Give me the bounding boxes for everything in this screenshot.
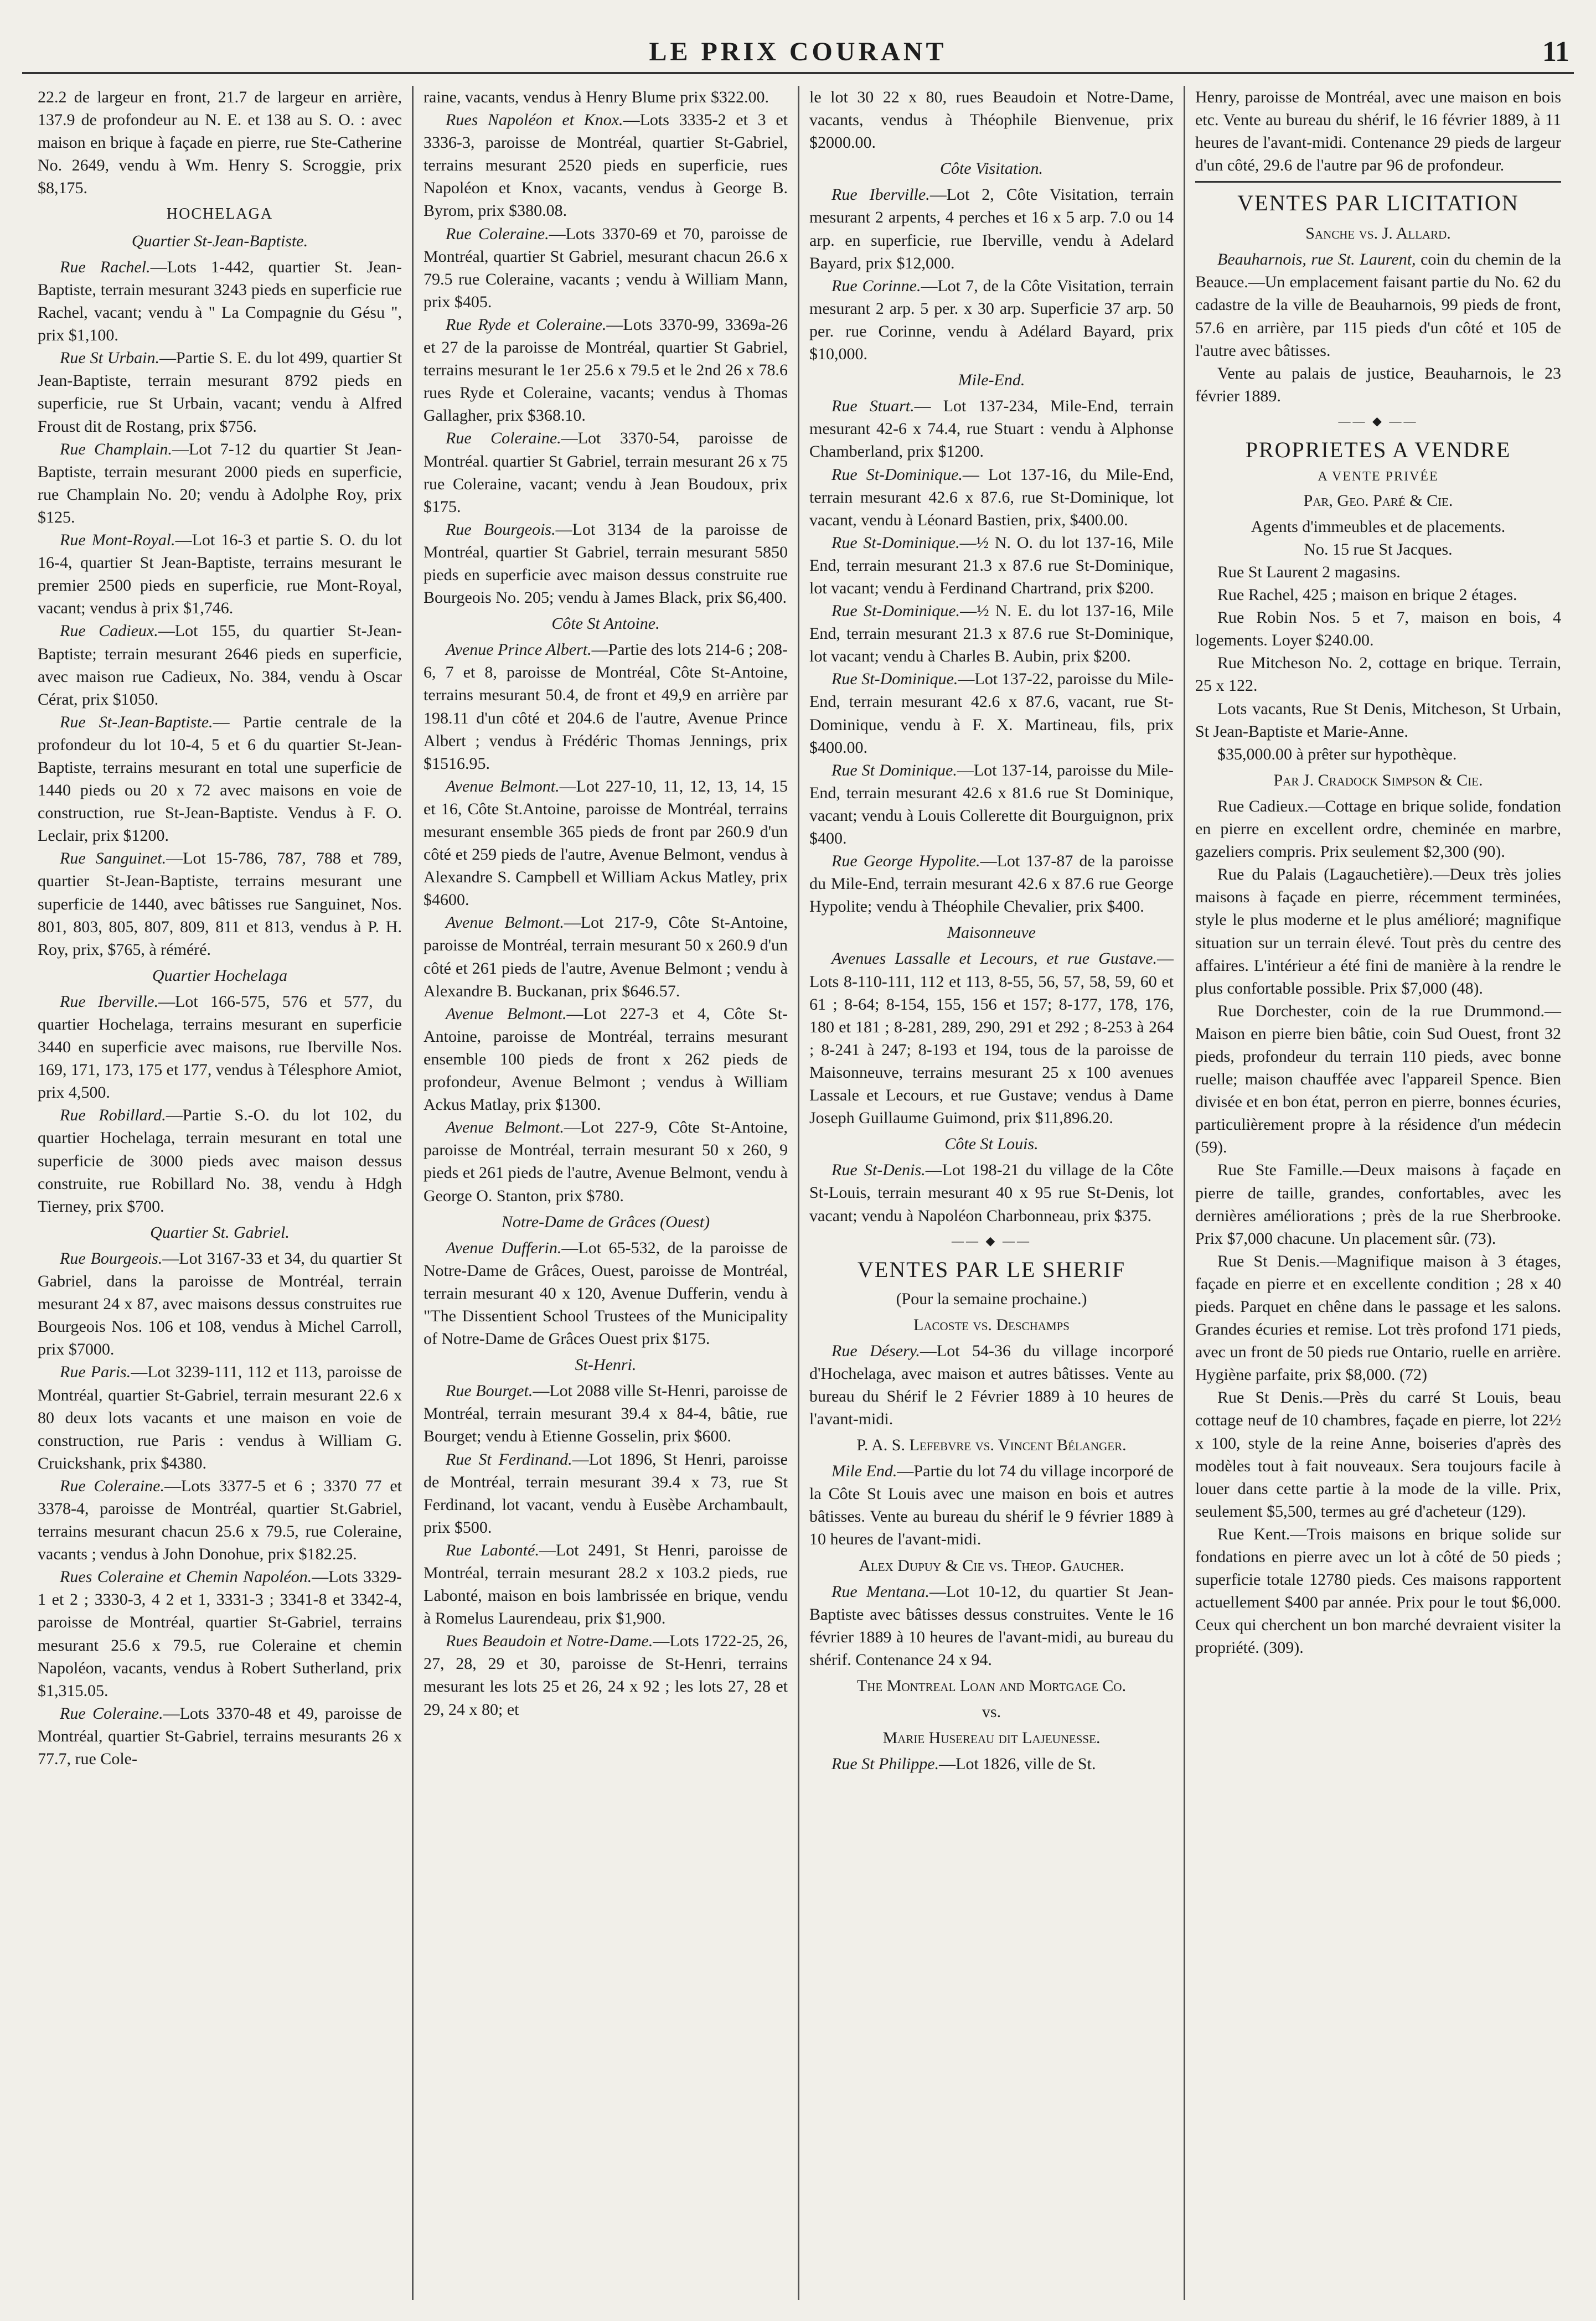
listing bbox=[38, 847, 402, 960]
listing: $35,000.00 à prêter sur hypothèque. bbox=[1217, 745, 1457, 763]
listing bbox=[38, 1565, 402, 1702]
listing-text: —½ N. E. du lot 137-16, Mile End, terrain mesurant 21.3 x 87.6 rue St-Dominique, lot vacant; vendu à Charles B. Aubin, prix $200. bbox=[809, 602, 1174, 666]
listing bbox=[38, 529, 402, 619]
listing bbox=[38, 711, 402, 847]
case-title: Lacoste vs. Deschamps bbox=[913, 1315, 1070, 1334]
street-name: Avenue Belmont. bbox=[446, 777, 560, 795]
listing-text: —Lot 10-12, du quartier St Jean-Baptiste avec bâtisses dessus construites. Vente le 16 février 1889 à 10 heures de l'avant-midi, au bureau du shérif. Contenance 24 x 94. bbox=[809, 1582, 1174, 1669]
subsection-heading: Côte Visitation. bbox=[939, 159, 1044, 178]
agent-name: Par J. Cradock Simpson & Cie. bbox=[1273, 771, 1483, 789]
listing bbox=[38, 438, 402, 529]
subsection-heading: Quartier Hochelaga bbox=[152, 966, 288, 985]
listing bbox=[38, 990, 402, 1104]
listing-text: —Lot 1826, ville de St. bbox=[939, 1755, 1096, 1774]
street-name: Rues Beaudoin et Notre-Dame. bbox=[446, 1632, 653, 1651]
case-vs: vs. bbox=[982, 1703, 1001, 1722]
listing-text: coin du chemin de la Beauce.—Un emplacement faisant partie du No. 62 du cadastre de la ville de Beauharnois, 99 pieds de front, 57.6 en arrière, par 115 pieds d'un côté et 105 de l'autre avec bâtisses. bbox=[1195, 250, 1561, 360]
listing bbox=[423, 1448, 788, 1539]
listing-text: —Lots 3329-1 et 2 ; 3330-3, 4 2 et 1, 3331-3 ; 3341-8 et 3342-4, paroisse de Montréal, quartier St-Gabriel, terrains mesurant 25.6 x 79.5, rue Coleraine et chemin Napoléon, vacants, vendus à Robert Sutherland, prix $1,315.05. bbox=[38, 1568, 402, 1700]
listing: Vente au palais de justice, Beauharnois, le 23 février 1889. bbox=[1195, 364, 1561, 405]
listing-text: —Lots 1-442, quartier St. Jean-Baptiste, terrain mesurant 3243 pieds en superficie rue Rachel, vacant; vendu à " La Compagnie du Gésu ", prix $1,100. bbox=[38, 257, 402, 345]
listing bbox=[423, 638, 788, 775]
street-name: Rue Bourget. bbox=[446, 1382, 533, 1400]
listing-text: —Lot 16-3 et partie S. O. du lot 16-4, quartier St Jean-Baptiste, terrains mesurant le premier 2500 pieds en superficie, rue Mont-Royal, vacant; vendus à prix $1,746. bbox=[38, 531, 402, 618]
listing bbox=[423, 108, 788, 222]
ornament-divider: —— ◆ —— bbox=[1338, 413, 1418, 428]
listing bbox=[38, 256, 402, 347]
listing-text: —Lot 217-9, Côte St-Antoine, paroisse de Montréal, terrain mesurant 50 x 260.9 d'un côté et 261 pieds de l'autre, Avenue Belmont ; vendu à Alexandre B. Buckanan, prix $646.57. bbox=[423, 913, 788, 1000]
listing bbox=[38, 1475, 402, 1565]
street-name: Beauharnois, rue St. Laurent, bbox=[1217, 250, 1416, 269]
street-name: Rue Cadieux. bbox=[60, 622, 158, 640]
listing: Rue Dorchester, coin de la rue Drummond.—Maison en pierre bien bâtie, coin Sud Ouest, front 32 pieds, profondeur du terrain 110 pieds, avec bonne ruelle; maison chauffée avec l'appareil Spence. Bien divisée et en bon état, perron en pierre, bonnes écuries, particulièrement propre à la résidence d'un médecin (59). bbox=[1195, 1001, 1561, 1157]
street-name: Rue Désery. bbox=[831, 1341, 920, 1360]
street-name: Rue Coleraine. bbox=[60, 1704, 163, 1723]
listing-text: —Lot 2088 ville St-Henri, paroisse de Montréal, terrain mesurant 39.4 x 84-4, bâtie, rue Bourget; vendu à Etienne Gosselin, prix $600. bbox=[423, 1382, 788, 1446]
case-title: The Montreal Loan and Mortgage Co. bbox=[856, 1677, 1127, 1695]
listing-text: —Lot 3370-54, paroisse de Montréal. quartier St Gabriel, terrain mesurant 26 x 75 rue Coleraine, vacant; vendu à Jean Boudoux, prix $175. bbox=[423, 429, 788, 516]
column-1 bbox=[28, 86, 414, 2300]
listing-text: —Lot 137-22, paroisse du Mile-End, terrain mesurant 42.6 x 87.6, vacant, rue St-Dominique, vendu à F. X. Martineau, fils, prix $400.00. bbox=[809, 670, 1174, 757]
listing bbox=[1195, 248, 1561, 361]
listing-text: —Lot 227-3 et 4, Côte St-Antoine, paroisse de Montréal, terrains mesurant ensemble 100 pieds de front x 262 pieds de profondeur, Avenue Belmont ; vendus à William Ackus Matlay, prix $1300. bbox=[423, 1004, 788, 1114]
listing bbox=[809, 531, 1174, 599]
listing-text: —Lot 198-21 du village de la Côte St-Louis, terrain mesurant 40 x 95 rue St-Denis, lot vacant; vendu à Napoléon Charbonneau, prix $375. bbox=[809, 1161, 1174, 1225]
subsection-heading: Quartier St-Jean-Baptiste. bbox=[131, 231, 308, 250]
listing-text: —Lots 3370-69 et 70, paroisse de Montréal, quartier St Gabriel, mesurant chacun 26.6 x 79.5 rue Coleraine, vacants ; vendu à William Mann, prix $405. bbox=[423, 224, 788, 311]
subsection-heading: Côte St Louis. bbox=[944, 1135, 1039, 1154]
street-name: Rue Robillard. bbox=[60, 1106, 166, 1125]
street-name: Rue Champlain. bbox=[60, 440, 172, 458]
street-name: Rue Bourgeois. bbox=[446, 520, 556, 539]
street-name: Rue Bourgeois. bbox=[60, 1249, 163, 1268]
listing bbox=[809, 1159, 1174, 1227]
listing: le lot 30 22 x 80, rues Beaudoin et Notre-Dame, vacants, vendus à Théophile Bienvenue, prix $2000.00. bbox=[809, 88, 1174, 152]
street-name: Rue St-Jean-Baptiste. bbox=[60, 712, 213, 731]
listing bbox=[423, 313, 788, 427]
listing-text: — Partie centrale de la profondeur du lot 10-4, 5 et 6 du quartier St-Jean-Baptiste, terrains mesurant en total une superficie de 1440 pieds ou 20 x 72 avec maisons en voie de construction, rue St-Jean-Baptiste. Vendus à F. O. Leclair, prix $1200. bbox=[38, 712, 402, 845]
listing-text: —Lot 7-12 du quartier St Jean-Baptiste, terrain mesurant 2000 pieds en superficie, rue Champlain No. 20; vendu à Adolphe Roy, prix $125. bbox=[38, 440, 402, 526]
listing-text: —Lot 137-87 de la paroisse du Mile-End, terrain mesurant 42.6 x 87.6 rue George Hypolite; vendu à Théophile Chevalier, prix $400. bbox=[809, 852, 1174, 916]
listing bbox=[38, 619, 402, 710]
listing bbox=[423, 1379, 788, 1448]
listing bbox=[809, 1460, 1174, 1550]
street-name: Rues Coleraine et Chemin Napoléon. bbox=[60, 1568, 312, 1586]
listing-text: — Lot 137-16, du Mile-End, terrain mesurant 42.6 x 87.6, rue St-Dominique, lot vacant, vendu à Léonard Bastien, prix, $400.00. bbox=[809, 465, 1174, 529]
subsection-heading: Quartier St. Gabriel. bbox=[150, 1223, 290, 1242]
listing bbox=[809, 759, 1174, 850]
street-name: Rue Mont-Royal. bbox=[60, 531, 175, 550]
section-heading: VENTES PAR LE SHERIF bbox=[857, 1257, 1126, 1282]
listing-text: —Lot 227-9, Côte St-Antoine, paroisse de Montréal, terrain mesurant 50 x 260, 9 pieds et 261 pieds de l'autre, Avenue Belmont, vendu à George O. Stanton, prix $780. bbox=[423, 1118, 788, 1205]
listing-text: —½ N. O. du lot 137-16, Mile End, terrain mesurant 21.3 x 87.6 rue St-Dominique, lot vacant; vendu à Ferdinand Chartrand, prix $200. bbox=[809, 533, 1174, 597]
listing bbox=[423, 518, 788, 609]
listing: Rue du Palais (Lagauchetière).—Deux très jolies maisons à façade en pierre, récemment terminées, style le plus moderne et le plus amélioré; magnifique situation sur un terrain élevé. Tout près du centre des affaires. L'intérieur a été fini de manière à la rendre le plus confortable possible. Prix $7,000 (48). bbox=[1195, 865, 1561, 997]
street-name: Mile End. bbox=[831, 1462, 897, 1481]
street-name: Rue St-Dominique. bbox=[831, 533, 960, 552]
agent-name: Par, Geo. Paré & Cie. bbox=[1303, 491, 1453, 510]
listing-text: —Lots 3335-2 et 3 et 3336-3, paroisse de Montréal, quartier St-Gabriel, terrains mesurant 2520 pieds en superficie, rues Napoléon et Knox, vacants, vendus à George B. Byrom, prix $380.08. bbox=[423, 111, 788, 220]
street-name: Rue Iberville. bbox=[831, 185, 930, 204]
listing: 22.2 de largeur en front, 21.7 de largeur en arrière, 137.9 de profondeur au N. E. et 138 au S. O. : avec maison en brique à façade en pierre, rue Ste-Catherine No. 2649, vendu à Wm. Henry S. Scroggie, prix $8,175. bbox=[38, 88, 402, 198]
rule-divider bbox=[1195, 181, 1561, 183]
listing-text: —Lot 1896, St Henri, paroisse de Montréal, terrain mesurant 39.4 x 73, rue St Ferdinand, lot vacant, vendu à Eusèbe Archambault, prix $500. bbox=[423, 1450, 788, 1537]
listing bbox=[38, 1104, 402, 1217]
masthead-title: LE PRIX COURANT bbox=[649, 37, 947, 66]
street-name: Rue St Ferdinand. bbox=[446, 1450, 572, 1469]
listing: Rue Mitcheson No. 2, cottage en brique. Terrain, 25 x 122. bbox=[1195, 654, 1561, 695]
listing bbox=[809, 850, 1174, 918]
street-name: Rue St Dominique. bbox=[831, 761, 957, 779]
listing-text: —Lots 1722-25, 26, 27, 28, 29 et 30, paroisse de St-Henri, terrains mesurant les lots 25 et 26, 24 x 92 ; les lots 27, 28 et 29, 24 x 80; et bbox=[423, 1632, 788, 1719]
listing-text: —Lots 3370-99, 3369a-26 et 27 de la paroisse de Montréal, quartier St Gabriel, terrains mesurant le 1er 25.6 x 79.5 et le 2nd 26 x 78.6 rues Ryde et Coleraine, vacants; vendus à Thomas Gallagher, prix $368.10. bbox=[423, 315, 788, 425]
listing bbox=[38, 1247, 402, 1361]
listing bbox=[423, 775, 788, 912]
column-4 bbox=[1185, 86, 1571, 2300]
listing-text: —Partie S.-O. du lot 102, du quartier Hochelaga, terrain mesurant en total une superficie de 3000 pieds avec maison dessus construite, rue Robillard No. 38, vendu à Hdgh Tierney, prix $700. bbox=[38, 1106, 402, 1216]
street-name: Rues Napoléon et Knox. bbox=[446, 111, 623, 130]
street-name: Rue St-Dominique. bbox=[831, 465, 963, 484]
listing: raine, vacants, vendus à Henry Blume prix $322.00. bbox=[423, 88, 769, 106]
street-name: Rue Stuart. bbox=[831, 397, 915, 416]
listing-text: —Partie des lots 214-6 ; 208-6, 7 et 8, paroisse de Montréal, Côte St-Antoine, terrains mesurant 50.4, de front et 49,9 en arrière par 198.11 d'un côté et 204.6 de l'autre, Avenue Prince Albert ; vendus à Frédéric Thomas Jennings, prix $1516.95. bbox=[423, 640, 788, 773]
listing-text: —Lot 3167-33 et 34, du quartier St Gabriel, dans la paroisse de Montréal, terrain mesurant 24 x 87, avec maisons dessus construites rue Bourgeois Nos. 106 et 108, vendus à Michel Carroll, prix $7000. bbox=[38, 1249, 402, 1359]
case-title: Marie Husereau dit Lajeunesse. bbox=[882, 1729, 1101, 1748]
listing bbox=[38, 1361, 402, 1474]
street-name: Rue Coleraine. bbox=[60, 1476, 164, 1495]
listing bbox=[423, 1002, 788, 1116]
subsection-heading: Maisonneuve bbox=[947, 923, 1036, 942]
page-header bbox=[22, 33, 1574, 74]
subsection-heading: Côte St Antoine. bbox=[551, 614, 660, 633]
case-title: Alex Dupuy & Cie vs. Theop. Gaucher. bbox=[859, 1556, 1124, 1575]
ornament-divider: —— ◆ —— bbox=[952, 1233, 1031, 1248]
listing-text: — Lot 137-234, Mile-End, terrain mesurant 42-6 x 74.4, rue Stuart : vendu à Alphonse Chamberland, prix $1200. bbox=[809, 397, 1174, 461]
street-name: Avenue Belmont. bbox=[446, 913, 564, 932]
street-name: Rue Mentana. bbox=[831, 1582, 929, 1601]
listing bbox=[38, 1702, 402, 1770]
listing: Rue Rachel, 425 ; maison en brique 2 étages. bbox=[1217, 586, 1517, 604]
street-name: Avenues Lassalle et Lecours, et rue Gustave. bbox=[831, 949, 1157, 968]
listing bbox=[809, 395, 1174, 463]
street-name: Avenue Belmont. bbox=[446, 1004, 567, 1023]
section-subheading: A VENTE PRIVÉE bbox=[1318, 469, 1439, 484]
listing bbox=[809, 463, 1174, 531]
column-3 bbox=[799, 86, 1185, 2300]
subsection-heading: St-Henri. bbox=[575, 1356, 637, 1374]
listing: Rue St Denis.—Magnifique maison à 3 étages, façade en pierre et en excellente condition ; 28 x 40 pieds. Parquet en chêne dans le passage et les salons. Grandes écuries et remise. Lot très profond 171 pieds, avec un front de 50 pieds rue Ontario, ruelle en arrière. Hygiène parfaite, prix $8,000. (72) bbox=[1195, 1252, 1561, 1384]
listing: Rue Ste Famille.—Deux maisons à façade en pierre de taille, grandes, confortables, avec les dernières améliorations ; près de la rue Sherbrooke. Prix $7,000 chacune. Un placement sûr. (73). bbox=[1195, 1161, 1561, 1248]
listing: Rue St Laurent 2 magasins. bbox=[1217, 563, 1401, 581]
street-name: Rue St-Denis. bbox=[831, 1161, 926, 1180]
subsection-heading: Mile-End. bbox=[958, 371, 1025, 390]
agent-address: No. 15 rue St Jacques. bbox=[1304, 540, 1453, 559]
listing-text: —Partie S. E. du lot 499, quartier St Jean-Baptiste, terrain mesurant 8792 pieds en superficie, rue St Urbain, vacant; vendu à Alfred Froust dit de Rostang, prix $756. bbox=[38, 349, 402, 436]
street-name: Rue Coleraine. bbox=[446, 224, 549, 243]
listing bbox=[809, 599, 1174, 668]
listing: Rue Robin Nos. 5 et 7, maison en bois, 4 logements. Loyer $240.00. bbox=[1195, 608, 1561, 650]
listing-text: —Lots 3377-5 et 6 ; 3370 77 et 3378-4, paroisse de Montréal, quartier St.Gabriel, terrains mesurant chacun 25.6 x 79.5, rue Coleraine, vacants ; vendus à John Donohue, prix $182.25. bbox=[38, 1476, 402, 1564]
street-name: Rue George Hypolite. bbox=[831, 852, 980, 871]
listing-text: —Lot 15-786, 787, 788 et 789, quartier St-Jean-Baptiste, terrains mesurant une superficie de 1440, avec bâtisses rue Sanguinet, Nos. 801, 803, 805, 807, 809, 811 et 813, vendus à P. H. Roy, prix, $765, à réméré. bbox=[38, 849, 402, 959]
listing: Rue Cadieux.—Cottage en brique solide, fondation en pierre en excellent ordre, cheminée en marbre, gazeliers compris. Prix seulement $2,300 (90). bbox=[1195, 797, 1561, 861]
agent-description: Agents d'immeubles et de placements. bbox=[1251, 517, 1506, 536]
street-name: Rue Labonté. bbox=[446, 1541, 539, 1559]
page-number: 11 bbox=[1542, 36, 1569, 68]
listing-text: —Lot 227-10, 11, 12, 13, 14, 15 et 16, Côte St.Antoine, paroisse de Montréal, terrains mesurant ensemble 365 pieds de front par 260.9 d'un côté et 259 pieds de l'autre, Avenue Belmont, vendus à Alexandre S. Campbell et William Ackus Matley, prix $4600. bbox=[423, 777, 788, 909]
listing bbox=[423, 1237, 788, 1350]
section-heading: HOCHELAGA bbox=[166, 205, 273, 223]
listing bbox=[38, 347, 402, 437]
street-name: Rue Ryde et Coleraine. bbox=[446, 315, 607, 334]
street-name: Rue St-Dominique. bbox=[831, 670, 958, 689]
listing: Rue Kent.—Trois maisons en brique solide sur fondations en pierre avec un lot à côté de 50 pieds ; superficie totale 12780 pieds. Ces maisons rapportent actuellement $400 par année. Prix pour le tout $6,000. Ceux qui cherchent un bon marché devraient visiter la propriété. (309). bbox=[1195, 1524, 1561, 1657]
listing bbox=[423, 1116, 788, 1207]
street-name: Rue Paris. bbox=[60, 1363, 131, 1382]
section-heading: PROPRIETES A VENDRE bbox=[1245, 437, 1511, 463]
column-2 bbox=[414, 86, 799, 2300]
street-name: Avenue Prince Albert. bbox=[446, 640, 592, 659]
listing: Henry, paroisse de Montréal, avec une maison en bois etc. Vente au bureau du shérif, le 16 février 1889, à 11 heures de l'avant-midi. Contenance 29 pieds de largeur d'un côté, 29.6 de l'autre par 96 de profondeur. bbox=[1195, 88, 1561, 175]
listing-text: —Lot 155, du quartier St-Jean-Baptiste; terrain mesurant 2646 pieds en superficie, avec maison rue Cadieux, No. 384, vendu à Oscar Cérat, prix $1050. bbox=[38, 622, 402, 709]
listing bbox=[809, 1340, 1174, 1430]
section-heading: VENTES PAR LICITATION bbox=[1237, 190, 1519, 216]
listing bbox=[423, 427, 788, 518]
listing-text: —Lot 54-36 du village incorporé d'Hochelaga, avec maison et autres bâtisses. Vente au bureau du Shérif le 2 Février 1889 à 10 heures de l'avant-midi. bbox=[809, 1341, 1174, 1428]
listing-text: —Lot 65-532, de la paroisse de Notre-Dame de Grâces, Ouest, paroisse de Montréal, terrain mesurant 40 x 120, Avenue Dufferin, vendu à "The Dissentient School Trustees of the Municipality of Notre-Dame de Grâces Ouest prix $175. bbox=[423, 1238, 788, 1348]
listing bbox=[423, 911, 788, 1002]
listing-text: —Lot 2491, St Henri, paroisse de Montréal, terrain mesurant 28.2 x 103.2 pieds, rue Labonté, maison en bois lambrissée en brique, vendu à Romelus Laurendeau, prix $1,900. bbox=[423, 1541, 788, 1628]
listing bbox=[809, 183, 1174, 274]
street-name: Rue Rachel. bbox=[60, 257, 151, 276]
listing bbox=[809, 275, 1174, 365]
subsection-heading: Notre-Dame de Grâces (Ouest) bbox=[501, 1212, 710, 1231]
listing-text: —Partie du lot 74 du village incorporé de la Côte St Louis avec une maison en bois et autres bâtisses. Vente au bureau du shérif le 9 février 1889 à 10 heures de l'avant-midi. bbox=[809, 1462, 1174, 1549]
street-name: Rue Coleraine. bbox=[446, 429, 561, 448]
case-title: Sanche vs. J. Allard. bbox=[1305, 224, 1451, 243]
street-name: Rue St-Dominique. bbox=[831, 602, 960, 621]
listing: Rue St Denis.—Près du carré St Louis, beau cottage neuf de 10 chambres, façade en pierre, lot 22½ x 100, style de la reine Anne, boiseries d'après des modèles tout à fait nouveaux. Sera toujours facile à louer dans cette partie à la mode de la ville. Prix, seulement $5,500, termes au gré d'acheteur (129). bbox=[1195, 1388, 1561, 1521]
listing bbox=[809, 1753, 1174, 1775]
listing bbox=[423, 223, 788, 313]
street-name: Avenue Dufferin. bbox=[446, 1238, 562, 1257]
listing bbox=[423, 1539, 788, 1630]
listing-text: —Lot 7, de la Côte Visitation, terrain mesurant 2 arp. 5 per. x 30 arp. Superficie 37 arp. 50 per. rue Corinne, vendu à Adélard Bayard, prix $10,000. bbox=[809, 276, 1174, 364]
listing bbox=[809, 668, 1174, 758]
section-subheading: (Pour la semaine prochaine.) bbox=[896, 1289, 1087, 1308]
street-name: Avenue Belmont. bbox=[446, 1118, 564, 1137]
listing-text: —Lot 137-14, paroisse du Mile-End, terrain mesurant 42.6 x 81.6 rue St Dominique, vacant; vendu à Louis Collerette dit Bourguignon, prix $400. bbox=[809, 761, 1174, 847]
listing-text: —Lots 3370-48 et 49, paroisse de Montréal, quartier St-Gabriel, terrains mesurants 26 x 77.7, rue Cole- bbox=[38, 1704, 402, 1769]
street-name: Rue Sanguinet. bbox=[60, 849, 167, 868]
listing-text: —Lot 3239-111, 112 et 113, paroisse de Montréal, quartier St-Gabriel, terrain mesurant 22.6 x 80 deux lots vacants et une maison en voie de construction, rue Paris : vendus à William G. Cruickshank, prix $4380. bbox=[38, 1363, 402, 1472]
street-name: Rue St Philippe. bbox=[831, 1755, 939, 1774]
listing-text: —Lots 8-110-111, 112 et 113, 8-55, 56, 57, 58, 59, 60 et 61 ; 8-64; 8-154, 155, 156 et 157; 8-177, 178, 176, 180 et 181 ; 8-281, 289, 290, 291 et 292 ; 8-253 à 264 ; 8-241 à 247; 8-193 et 194, tous de la paroisse de Maisonneuve, terrains mesurant 25 x 100 avenues Lassale et Lecours, et rue Gustave; vendus à Dame Joseph Guillaume Guimond, prix $11,896.20. bbox=[809, 949, 1174, 1128]
listing bbox=[423, 1630, 788, 1720]
listing-text: —Lot 2, Côte Visitation, terrain mesurant 2 arpents, 4 perches et 16 x 5 arp. 7.0 ou 14 arp. en superficie, rue Iberville, vendu à Adelard Bayard, prix $12,000. bbox=[809, 185, 1174, 272]
listing bbox=[809, 947, 1174, 1129]
listing-text: —Lot 3134 de la paroisse de Montréal, quartier St Gabriel, terrain mesurant 5850 pieds en superficie avec maison dessus construite rue Bourgeois No. 205; vendu à James Black, prix $6,400. bbox=[423, 520, 788, 607]
columns bbox=[28, 86, 1572, 2300]
listing bbox=[809, 1580, 1174, 1671]
street-name: Rue St Urbain. bbox=[60, 349, 160, 368]
case-title: P. A. S. Lefebvre vs. Vincent Bélanger. bbox=[856, 1436, 1127, 1455]
listing-text: —Lot 166-575, 576 et 577, du quartier Hochelaga, terrains mesurant en superficie 3440 en superficie avec maisons, rue Iberville Nos. 169, 171, 173, 175 et 177, vendus à Télesphore Amiot, prix 4,500. bbox=[38, 992, 402, 1102]
listing: Lots vacants, Rue St Denis, Mitcheson, St Urbain, St Jean-Baptiste et Marie-Anne. bbox=[1195, 699, 1561, 741]
street-name: Rue Corinne. bbox=[831, 276, 921, 295]
street-name: Rue Iberville. bbox=[60, 992, 159, 1011]
